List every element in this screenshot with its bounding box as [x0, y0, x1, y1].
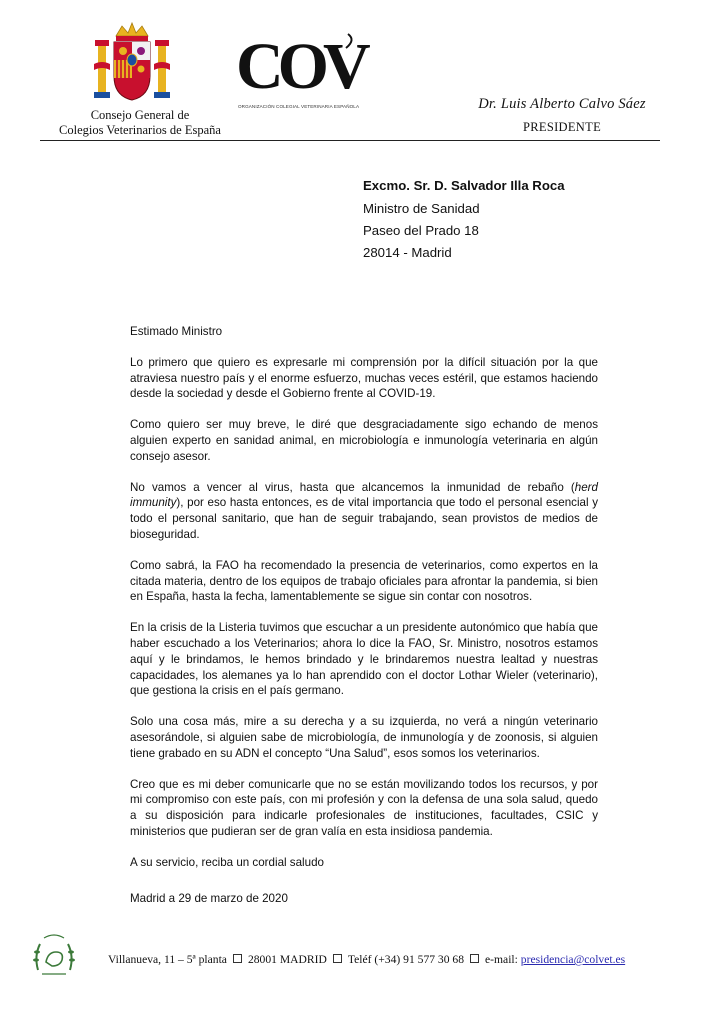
date-line: Madrid a 29 de marzo de 2020: [130, 891, 288, 905]
footer-emblem-icon: [30, 930, 78, 982]
org-name-line1: Consejo General de: [90, 108, 190, 122]
paragraph-3-emphasis: herd immunity: [130, 480, 598, 510]
paragraph-2: Como quiero ser muy breve, le diré que desgraciadamente sigo echando de menos alguien experto en sanidad animal, en microbiología e inmunología veterinaria en algún consejo asesor.: [130, 418, 598, 463]
letter-body: [130, 324, 598, 921]
recipient-street: Paseo del Prado 18: [363, 223, 479, 238]
paragraph-6: Solo una cosa más, mire a su derecha y a su izquierda, no verá a ningún veterinario asesorándole, si alguien sabe de microbiología, de inmunología y de zoonosis, si alguien tiene grabado en su ADN el concepto “Una Salud”, esos somos los veterinarios.: [130, 715, 598, 760]
salutation: Estimado Ministro: [130, 325, 223, 338]
square-bullet-icon: [233, 954, 242, 963]
colvet-logo-caption: ORGANIZACIÓN COLEGIAL VETERINARIA ESPAÑOLA: [238, 104, 360, 109]
paragraph-5: En la crisis de la Listeria tuvimos que escuchar a un presidente autonómico que había que haber escuchado a los Veterinarios; ahora lo dice la FAO, Sr. Ministro, nosotros estamos aquí y le brindamos, le hemos brindado y le brindaremos nuestra lealtad y nuestras capacidades, los alemanes ya lo han aprendido con el doctor Lothar Wieler (veterinario), que gestiona la crisis en el país germano.: [130, 621, 598, 698]
paragraph-1: Lo primero que quiero es expresarle mi comprensión por la difícil situación por la que atraviesa nuestro país y el enorme esfuerzo, muchas veces estéril, que estamos haciendo desde la sociedad y desde el Gobierno frente al COVID-19.: [130, 355, 598, 401]
org-name-line2: Colegios Veterinarios de España: [59, 123, 221, 137]
footer-email-link[interactable]: presidencia@colvet.es: [520, 953, 626, 966]
paragraph-3-part-a: No vamos a vencer al virus, hasta que alcancemos la inmunidad de rebaño (: [130, 480, 575, 494]
paragraph-3: [130, 480, 598, 543]
colvet-logo-text: COV: [236, 30, 365, 102]
footer-contact: [108, 953, 625, 966]
footer-email-label: e-mail:: [485, 953, 518, 966]
square-bullet-icon: [333, 954, 342, 963]
president-signature: Dr. Luis Alberto Calvo Sáez: [478, 96, 646, 112]
paragraph-7: Creo que es mi deber comunicarle que no se están movilizando todos los recursos, y por mi compromiso con este país, con mi profesión y con la defensa de una sola salud, quedo a su disposición para indicarle profesionales de instituciones, facultades, CSIC y ministerios que pudieran ser de gran valía en esta insidiosa pandemia.: [130, 777, 598, 838]
closing: A su servicio, reciba un cordial saludo: [130, 855, 324, 869]
colvet-logo-icon: [236, 30, 370, 112]
header-divider: [40, 140, 660, 141]
president-title: PRESIDENTE: [523, 120, 601, 134]
recipient-position: Ministro de Sanidad: [363, 201, 480, 216]
recipient-name: Excmo. Sr. D. Salvador Illa Roca: [363, 178, 565, 193]
paragraph-3-part-b: ), por eso hasta entonces, es de vital importancia que todo el personal esencial y todo el personal sanitario, que han de seguir trabajando, sean provistos de medios de bioseguridad.: [130, 496, 598, 541]
footer-address: Villanueva, 11 – 5ª planta: [108, 953, 227, 966]
paragraph-4: Como sabrá, la FAO ha recomendado la presencia de veterinarios, como expertos en la citada materia, dentro de los equipos de trabajo oficiales para afrontar la pandemia, si bien en España, hasta la fecha, lamentablemente se sigue sin contar con nosotros.: [130, 558, 598, 604]
footer-city: 28001 MADRID: [247, 953, 327, 966]
footer-phone: Teléf (+34) 91 577 30 68: [347, 953, 465, 966]
square-bullet-icon: [470, 954, 479, 963]
spain-coat-of-arms-icon: [92, 20, 172, 104]
recipient-city: 28014 - Madrid: [363, 245, 452, 260]
